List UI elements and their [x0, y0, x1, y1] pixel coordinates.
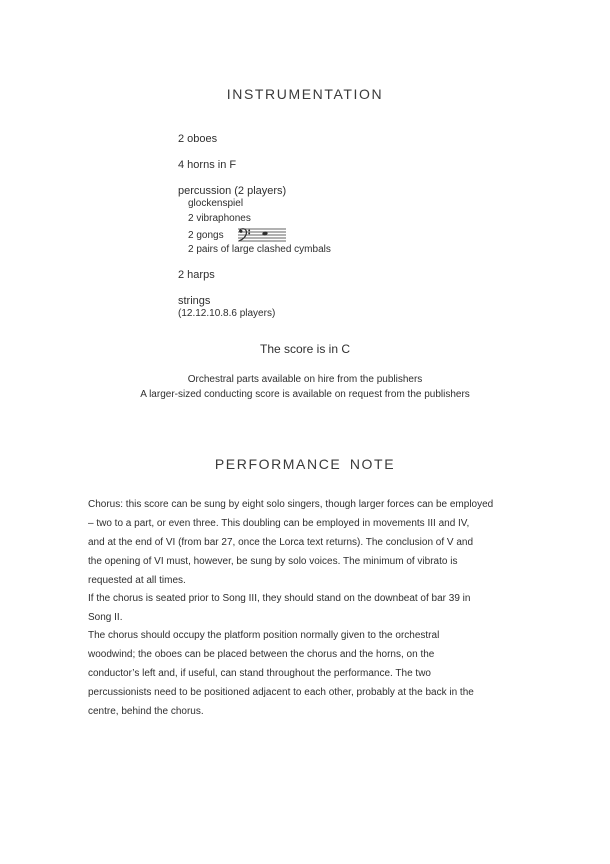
paragraph-line: percussionists need to be positioned adjacent to each other, probably at the back in the — [88, 687, 474, 698]
percussion-sub-item-gongs — [188, 228, 286, 244]
availability-notes — [0, 373, 610, 402]
availability-note-hire: Orchestral parts available on hire from the publishers — [187, 374, 423, 385]
instrument-item-oboes: 2 oboes — [178, 133, 218, 145]
paragraph-line: Chorus: this score can be sung by eight solo singers, though larger forces can be employed — [88, 499, 494, 510]
paragraph-line: centre, behind the chorus. — [88, 706, 204, 717]
paragraph-line: – two to a part, or even three. This doubling can be employed in movements III and IV, — [88, 518, 470, 529]
performance-note-paragraph-1 — [88, 495, 578, 590]
bass-clef-staff-icon — [238, 227, 286, 243]
gongs-label: 2 gongs — [188, 230, 224, 241]
instrumentation-title: INSTRUMENTATION — [226, 86, 384, 102]
paragraph-line: The chorus should occupy the platform position normally given to the orchestral — [88, 630, 440, 641]
availability-note-conducting-score: A larger-sized conducting score is available on request from the publishers — [140, 388, 470, 400]
strings-players-note: (12.12.10.8.6 players) — [178, 308, 276, 319]
paragraph-line: the opening of VI must, however, be sung by solo voices. The minimum of vibrato is — [88, 556, 458, 567]
instrument-item-percussion: percussion (2 players) — [178, 185, 287, 197]
score-key-note: The score is in C — [259, 342, 351, 356]
paragraph-line: woodwind; the oboes can be placed between the chorus and the horns, on the — [88, 649, 435, 660]
paragraph-line: Song II. — [88, 612, 123, 623]
paragraph-line: and at the end of VI (from bar 27, once the Lorca text returns). The conclusion of V and — [88, 537, 474, 548]
paragraph-line: requested at all times. — [88, 575, 186, 586]
instrument-item-strings: strings — [178, 295, 211, 307]
paragraph-line: conductor’s left and, if useful, can stand throughout the performance. The two — [88, 668, 431, 679]
percussion-sub-item-vibraphones: 2 vibraphones — [188, 213, 251, 224]
percussion-sub-item-glockenspiel: glockenspiel — [188, 198, 244, 209]
percussion-sub-item-cymbals: 2 pairs of large clashed cymbals — [188, 244, 331, 255]
instrument-item-horns: 4 horns in F — [178, 159, 237, 171]
performance-note-title: PERFORMANCE NOTE — [214, 456, 396, 472]
performance-note-paragraph-2 — [88, 589, 578, 627]
paragraph-line: If the chorus is seated prior to Song III, they should stand on the downbeat of bar 39 in — [88, 593, 471, 604]
instrument-item-harps: 2 harps — [178, 269, 215, 281]
performance-note-paragraph-3 — [88, 626, 578, 721]
